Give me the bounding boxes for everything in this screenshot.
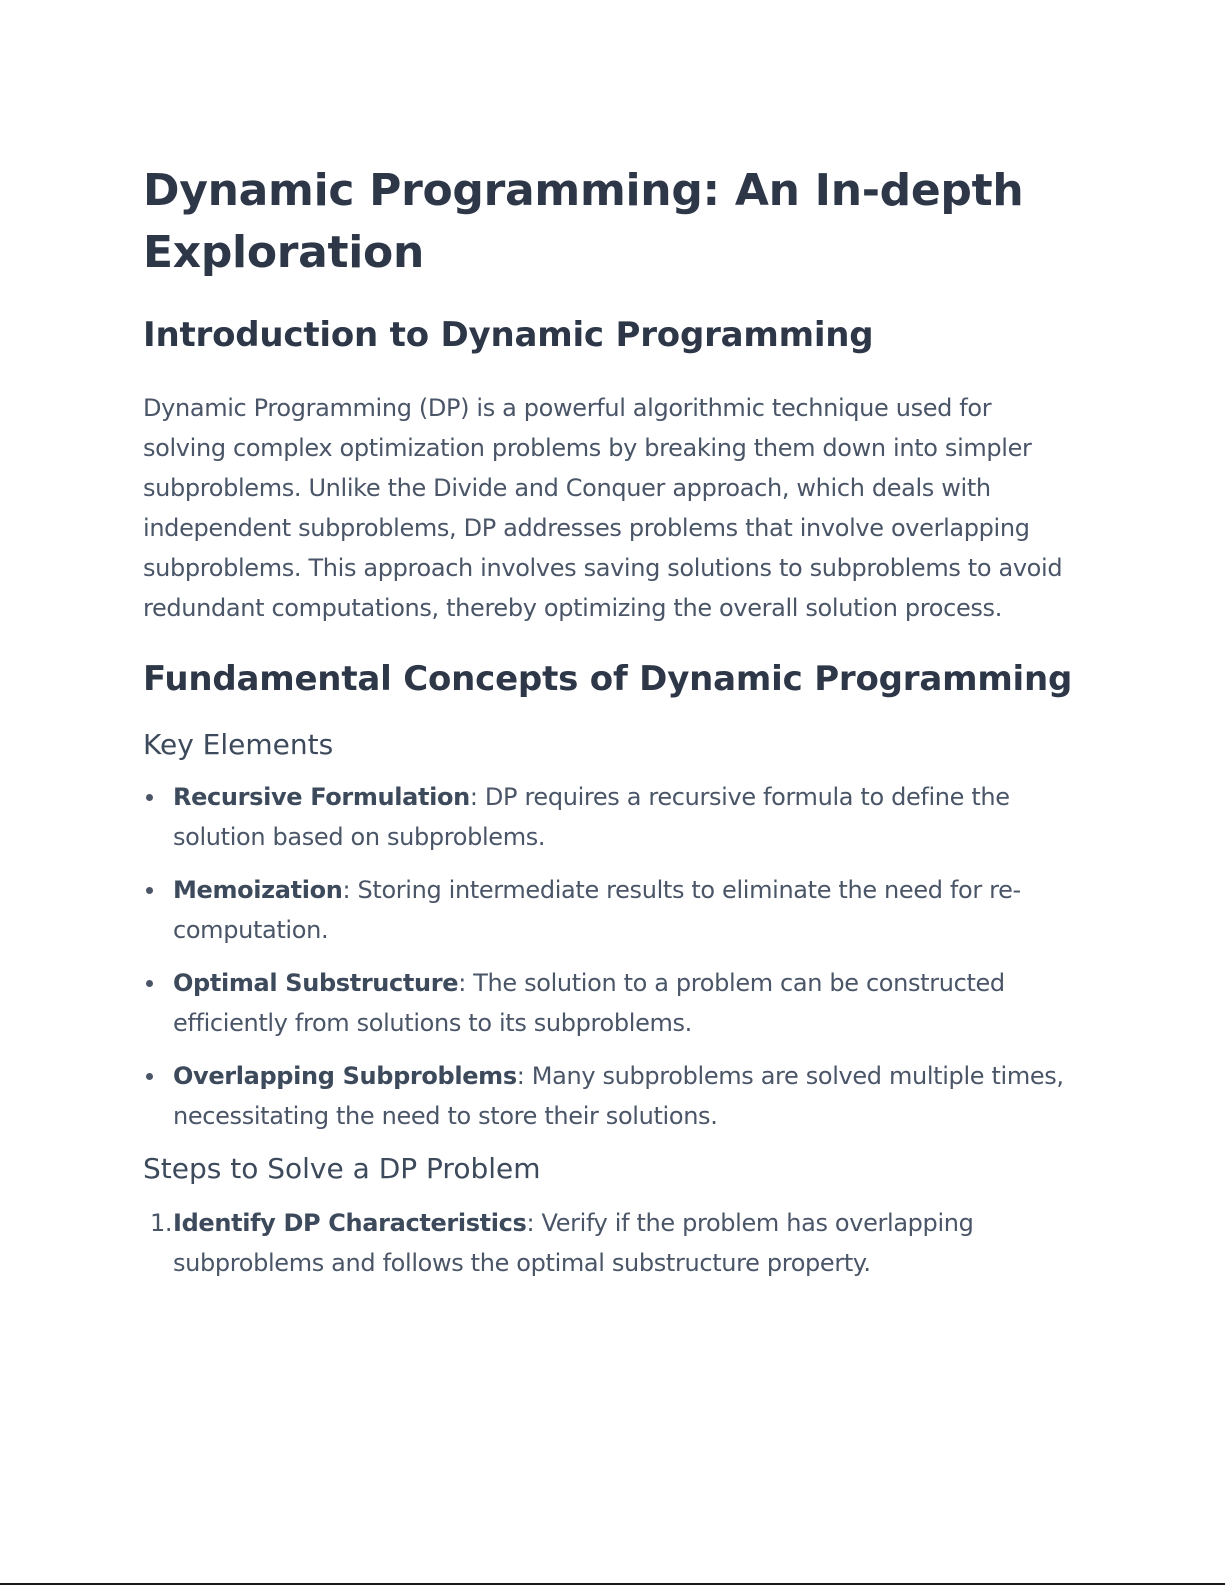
list-item-desc: : DP requires a recursive formula to define the solution based on subproblems.: [173, 783, 1010, 851]
list-item-term: Identify DP Characteristics: [173, 1209, 527, 1237]
list-item-term: Memoization: [173, 876, 343, 904]
intro-heading: Introduction to Dynamic Programming: [143, 315, 874, 355]
intro-paragraph: Dynamic Programming (DP) is a powerful algorithmic technique used for solving complex optimization problems by breaking them down into simpler subproblems. Unlike the Divide and Conquer approach, which deals with independent subproblems, DP addresses problems that involve overlapping subproblems. This approach involves saving solutions to subproblems to avoid redundant computations, thereby optimizing the overall solution process.: [143, 394, 1063, 622]
list-item-desc: : Storing intermediate results to eliminate the need for re-computation.: [173, 876, 1021, 944]
list-item-desc: : The solution to a problem can be constructed efficiently from solutions to its subproblems.: [173, 969, 1005, 1037]
list-item-desc: : Verify if the problem has overlapping subproblems and follows the optimal substructure property.: [173, 1209, 974, 1277]
list-item-term: Recursive Formulation: [173, 783, 470, 811]
list-item: [143, 777, 1073, 857]
key-elements-heading: Key Elements: [143, 728, 334, 761]
bullet-dot-icon: [146, 980, 153, 987]
list-item: [143, 1056, 1073, 1136]
fundamentals-heading: Fundamental Concepts of Dynamic Programming: [143, 659, 1073, 699]
list-item: [143, 963, 1073, 1043]
list-item-desc: : Many subproblems are solved multiple times, necessitating the need to store their solutions.: [173, 1062, 1064, 1130]
list-item: [143, 1203, 1073, 1283]
list-item-term: Overlapping Subproblems: [173, 1062, 517, 1090]
step-number: 1.: [150, 1209, 173, 1237]
bullet-dot-icon: [146, 1073, 153, 1080]
bullet-dot-icon: [146, 794, 153, 801]
steps-list: [143, 1203, 1073, 1283]
list-item-term: Optimal Substructure: [173, 969, 459, 997]
list-item: [143, 870, 1073, 950]
document-page: [143, 160, 1073, 1296]
document-title: Dynamic Programming: An In-depth Exploration: [143, 165, 1024, 278]
key-elements-list: [143, 777, 1073, 1136]
bullet-dot-icon: [146, 887, 153, 894]
steps-heading: Steps to Solve a DP Problem: [143, 1152, 541, 1185]
